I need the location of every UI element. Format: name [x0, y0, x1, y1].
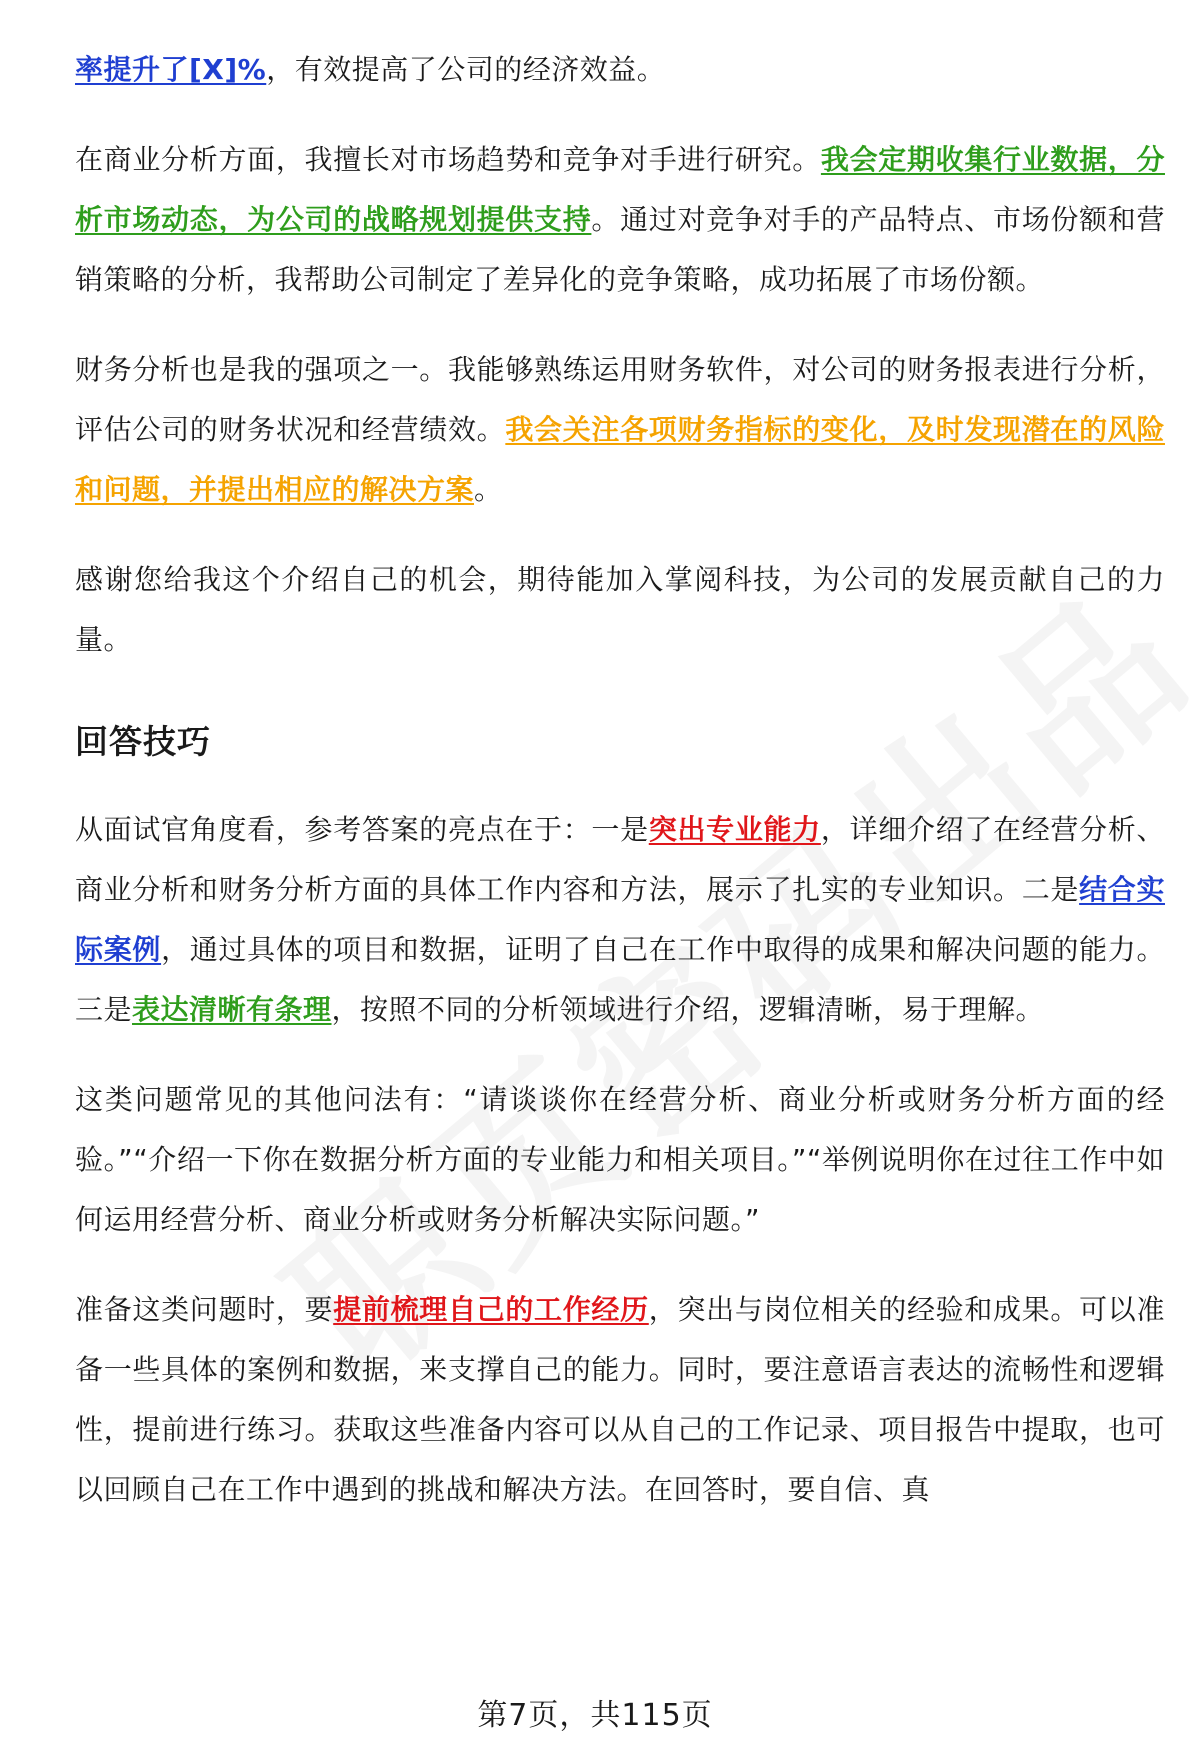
paragraph-text: 。 [474, 473, 503, 506]
paragraph-4 [75, 550, 1165, 670]
paragraph-text: 财务分析也是我的强项之一。我能够熟练运用财务软件，对公司的财务报表进行分析，评估公司的财务状况和经营绩效。 [75, 353, 1165, 446]
paragraph-3 [75, 340, 1165, 520]
section-heading: 回答技巧 [75, 722, 211, 761]
paragraph-text: 感谢您给我这个介绍自己的机会，期待能加入掌阅科技，为公司的发展贡献自己的力量。 [75, 563, 1165, 656]
paragraph-text: 准备这类问题时，要 [75, 1293, 334, 1326]
paragraph-text: 这类问题常见的其他问法有：“请谈谈你在经营分析、商业分析或财务分析方面的经验。”“介绍一下你在数据分析方面的专业能力和相关项目。”“举例说明你在过往工作中如何运用经营分析、商业分析或财务分析解决实际问题。” [75, 1083, 1165, 1236]
highlight-text: 突出专业能力 [648, 813, 821, 846]
document-page [75, 40, 1165, 1550]
highlight-text: 提前梳理自己的工作经历 [333, 1293, 649, 1326]
paragraph-text: 在商业分析方面，我擅长对市场趋势和竞争对手进行研究。 [75, 143, 821, 176]
highlight-text: 我会关注各项财务指标的变化，及时发现潜在的风险和问题，并提出相应的解决方案 [75, 413, 1165, 506]
highlight-text: 率提升了[X]% [75, 53, 267, 86]
paragraph-2 [75, 130, 1165, 310]
highlight-text: 表达清晰有条理 [132, 993, 332, 1026]
paragraph-text: 。通过对竞争对手的产品特点、市场份额和营销策略的分析，我帮助公司制定了差异化的竞争策略，成功拓展了市场份额。 [75, 203, 1165, 296]
paragraph-text: 从面试官角度看，参考答案的亮点在于：一是 [75, 813, 649, 846]
paragraph-text: ，有效提高了公司的经济效益。 [266, 53, 666, 86]
paragraph-text: ，按照不同的分析领域进行介绍，逻辑清晰，易于理解。 [331, 993, 1045, 1026]
highlight-text: 结合实际案例 [75, 873, 1165, 966]
paragraph-5 [75, 800, 1165, 1040]
page-footer: 第7页，共115页 [477, 1698, 713, 1733]
paragraph-text: ，通过具体的项目和数据，证明了自己在工作中取得的成果和解决问题的能力。三是 [75, 933, 1165, 1026]
paragraph-1 [75, 40, 1165, 100]
paragraph-text: ，详细介绍了在经营分析、商业分析和财务分析方面的具体工作内容和方法，展示了扎实的专业知识。二是 [75, 813, 1165, 906]
highlight-text: 我会定期收集行业数据，分析市场动态，为公司的战略规划提供支持 [75, 143, 1165, 236]
paragraph-6 [75, 1070, 1165, 1250]
paragraph-text: ，突出与岗位相关的经验和成果。可以准备一些具体的案例和数据，来支撑自己的能力。同时，要注意语言表达的流畅性和逻辑性，提前进行练习。获取这些准备内容可以从自己的工作记录、项目报告中提取，也可以回顾自己在工作中遇到的挑战和解决方法。在回答时，要自信、真 [75, 1293, 1165, 1506]
paragraph-7 [75, 1280, 1165, 1520]
